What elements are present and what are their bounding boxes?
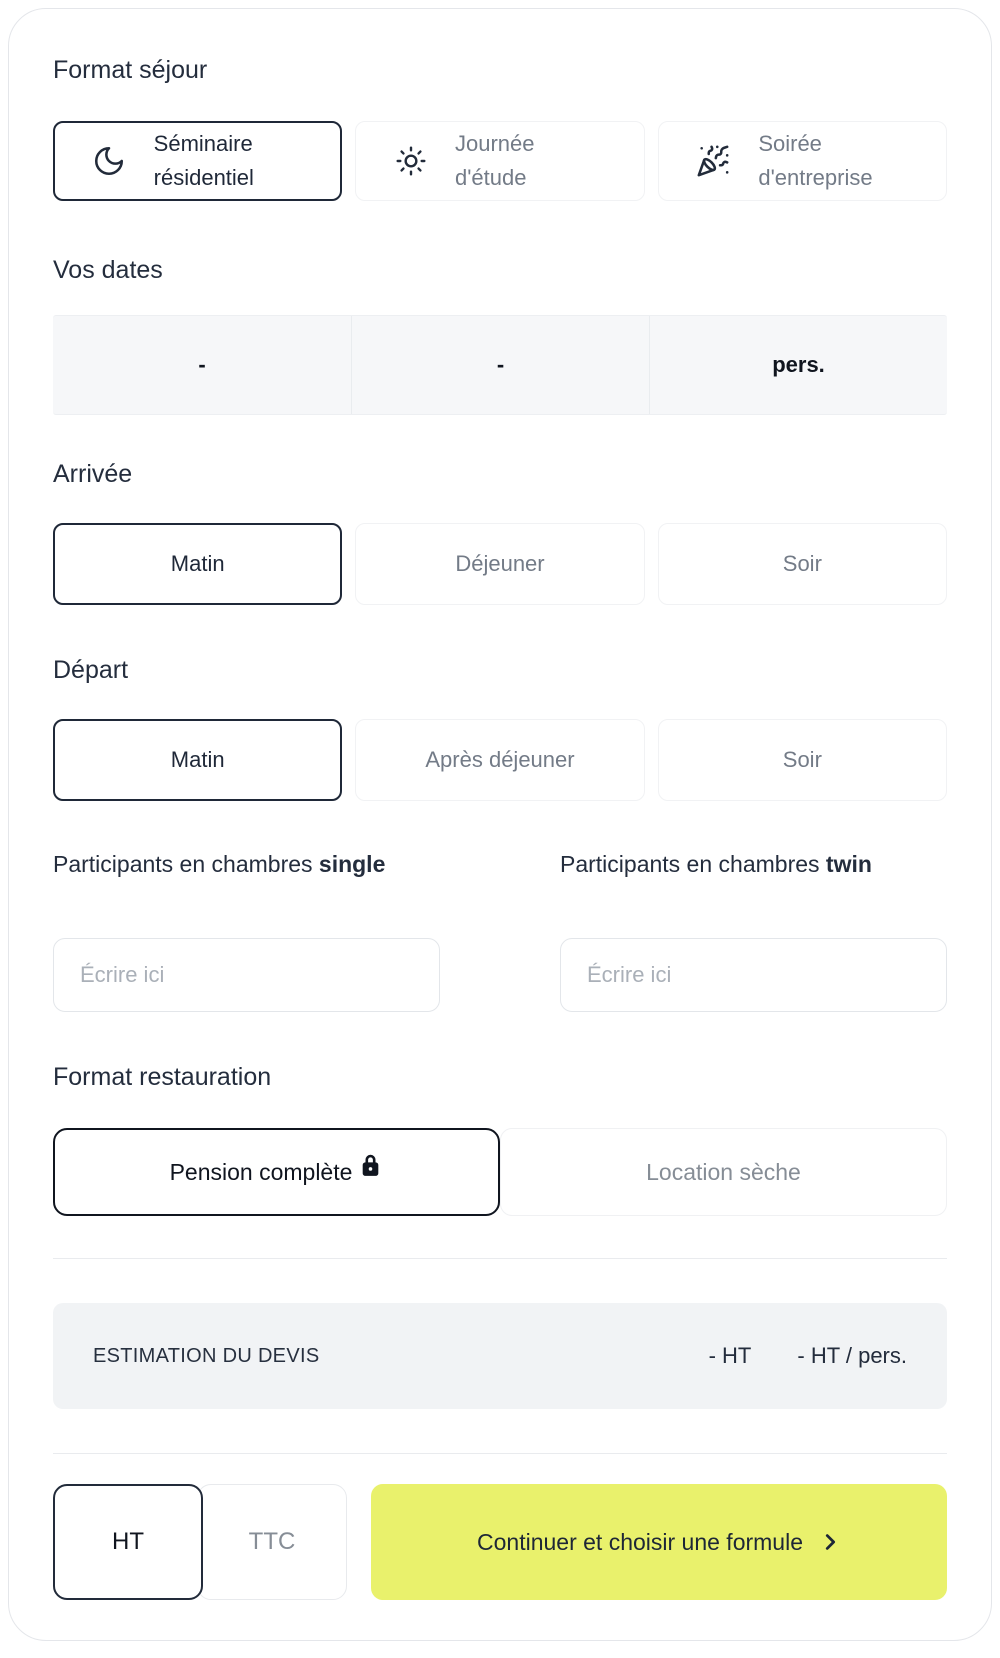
option-location-seche[interactable]: Location sèche xyxy=(500,1128,947,1216)
estimation-values xyxy=(709,1343,907,1369)
vos-dates-heading: Vos dates xyxy=(53,256,163,284)
arrivee-option-soir[interactable]: Soir xyxy=(658,523,947,605)
tax-toggle-ttc[interactable]: TTC xyxy=(197,1484,347,1600)
arrivee-option-dejeuner[interactable]: Déjeuner xyxy=(355,523,644,605)
dates-summary-bar xyxy=(53,315,947,415)
lock-icon xyxy=(358,1153,383,1178)
continue-button[interactable] xyxy=(371,1484,947,1600)
participants-twin-input[interactable] xyxy=(560,938,947,1012)
depart-option-soir[interactable]: Soir xyxy=(658,719,947,801)
depart-options xyxy=(53,719,947,801)
divider xyxy=(53,1258,947,1259)
date-start-field[interactable]: - xyxy=(198,352,206,377)
arrivee-section xyxy=(53,459,947,605)
option-pension-complete[interactable] xyxy=(53,1128,500,1216)
participants-single-label: Participants en chambres single xyxy=(53,851,386,877)
estimation-per-person-ht: - HT / pers. xyxy=(797,1343,907,1368)
depart-option-matin[interactable]: Matin xyxy=(53,719,342,801)
depart-section xyxy=(53,655,947,801)
option-label: Journée d'étude xyxy=(454,130,535,190)
arrivee-option-matin[interactable]: Matin xyxy=(53,523,342,605)
option-label: Soirée d'entreprise xyxy=(758,130,873,190)
participants-twin-label: Participants en chambres twin xyxy=(560,851,872,877)
arrivee-options xyxy=(53,523,947,605)
arrivee-heading: Arrivée xyxy=(53,460,133,488)
date-end-field[interactable]: - xyxy=(351,316,649,414)
option-soiree-entreprise[interactable] xyxy=(658,121,947,201)
format-restauration-heading: Format restauration xyxy=(53,1063,272,1091)
format-sejour-options xyxy=(53,121,947,201)
participants-section xyxy=(53,851,947,1012)
option-journee-etude[interactable] xyxy=(355,121,644,201)
option-label: Pension complète xyxy=(169,1158,353,1185)
estimation-bar xyxy=(53,1303,947,1409)
restauration-options xyxy=(53,1128,947,1216)
chevron-right-icon xyxy=(819,1531,841,1553)
option-label: Séminaire résidentiel xyxy=(153,130,254,190)
estimation-total-ht: - HT xyxy=(708,1343,752,1368)
party-popper-icon xyxy=(696,144,730,178)
estimation-label: ESTIMATION DU DEVIS xyxy=(93,1344,320,1367)
depart-option-apres-dejeuner[interactable]: Après déjeuner xyxy=(355,719,644,801)
participants-count-field[interactable]: pers. xyxy=(649,316,947,414)
participants-twin-column xyxy=(560,851,947,1012)
format-sejour-heading: Format séjour xyxy=(53,56,208,84)
participants-single-column xyxy=(53,851,440,1012)
moon-icon xyxy=(92,144,126,178)
participants-single-input[interactable] xyxy=(53,938,440,1012)
tax-toggle-ht[interactable]: HT xyxy=(53,1484,203,1600)
divider xyxy=(53,1453,947,1454)
booking-widget-card xyxy=(8,8,992,1641)
continue-button-label: Continuer et choisir une formule xyxy=(477,1528,803,1555)
option-seminaire-residentiel[interactable] xyxy=(53,121,342,201)
depart-heading: Départ xyxy=(53,656,129,684)
footer-actions xyxy=(53,1484,947,1600)
sun-icon xyxy=(395,145,427,177)
